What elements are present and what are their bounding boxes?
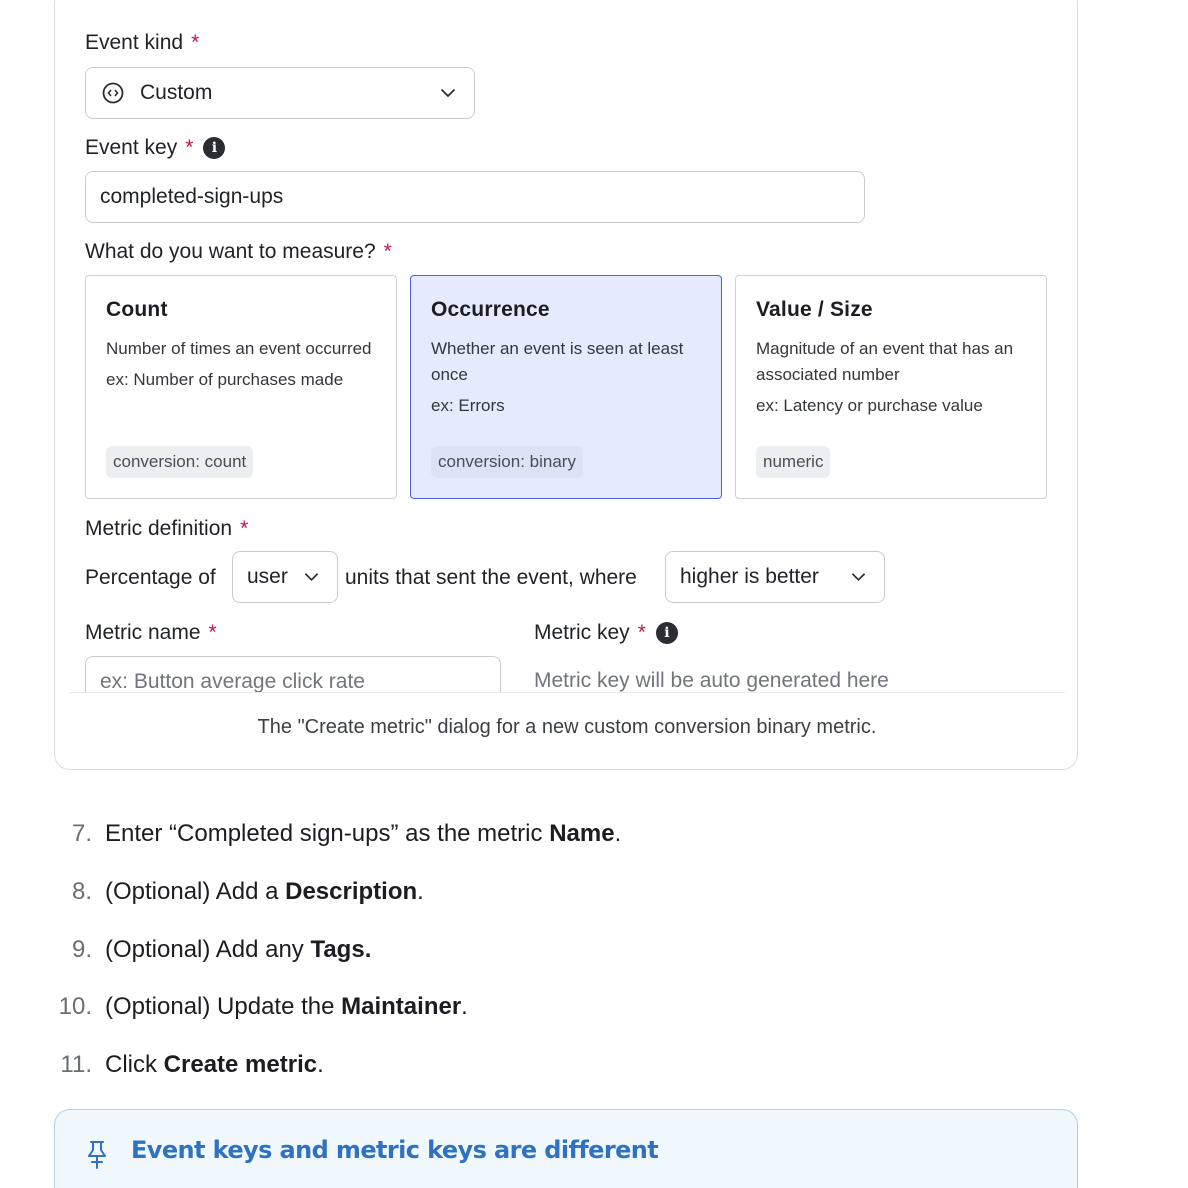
- definition-prefix: [85, 566, 216, 590]
- step-number: 7.: [71, 820, 92, 847]
- pin-icon: [85, 1140, 109, 1170]
- figure-card: [54, 0, 1078, 770]
- option-value-size-card[interactable]: [735, 275, 1047, 499]
- step-text-bold: Tags.: [310, 936, 372, 963]
- step-text: [105, 993, 468, 1021]
- custom-code-icon: [102, 82, 124, 104]
- step-number: 10.: [58, 993, 92, 1020]
- metric-definition-label-text: Metric definition: [85, 517, 233, 540]
- definition-middle-text: units that sent the event, where: [345, 566, 637, 589]
- step-text: [105, 820, 621, 848]
- measure-label-text: What do you want to measure?: [85, 240, 376, 263]
- event-key-label-text: Event key: [85, 136, 178, 159]
- step-text-bold: Name: [549, 820, 615, 847]
- option-count-card[interactable]: [85, 275, 397, 499]
- event-key-value: completed-sign-ups: [100, 185, 284, 208]
- event-kind-select[interactable]: [85, 67, 475, 119]
- unit-value: user: [247, 565, 288, 588]
- chevron-down-icon: [851, 572, 866, 582]
- required-marker: *: [383, 240, 392, 263]
- option-title: Value / Size: [756, 298, 873, 321]
- step-text-pre: Enter “Completed sign-ups” as the metric: [105, 820, 550, 847]
- figure-caption: The "Create metric" dialog for a new custom conversion binary metric.: [257, 716, 877, 738]
- callout-title: Event keys and metric keys are different: [131, 1136, 659, 1164]
- callout-box: [54, 1109, 1078, 1188]
- step-text-bold: Create metric: [163, 1051, 318, 1078]
- event-key-input[interactable]: [85, 171, 865, 223]
- definition-middle: [345, 566, 637, 590]
- step-text-post: .: [614, 820, 622, 847]
- required-marker: *: [191, 31, 200, 54]
- metric-key-placeholder: Metric key will be auto generated here: [534, 669, 889, 692]
- event-kind-label-text: Event kind: [85, 31, 184, 54]
- event-key-label: [85, 136, 225, 160]
- required-marker: *: [185, 136, 194, 159]
- step-number: 9.: [71, 936, 92, 963]
- step-text: [105, 1051, 324, 1079]
- step-text-pre: Click: [105, 1051, 164, 1078]
- option-description: Magnitude of an event that has an associated number: [756, 339, 1014, 384]
- measure-label: [85, 240, 392, 264]
- option-occurrence-card[interactable]: [410, 275, 722, 499]
- step-text-pre: (Optional) Update the: [105, 993, 342, 1020]
- option-example: ex: Errors: [431, 396, 505, 415]
- step-text-pre: (Optional) Add a: [105, 878, 286, 905]
- option-description: Number of times an event occurred: [106, 339, 372, 358]
- option-title: Count: [106, 298, 168, 321]
- event-kind-label: [85, 31, 199, 55]
- option-example: ex: Latency or purchase value: [756, 396, 983, 415]
- definition-prefix-text: Percentage of: [85, 566, 216, 589]
- step-number: 11.: [60, 1051, 92, 1078]
- chevron-down-icon: [304, 572, 319, 582]
- metric-name-placeholder: ex: Button average click rate: [100, 670, 365, 693]
- create-metric-dialog: [69, 0, 1065, 693]
- step-text-bold: Maintainer: [341, 993, 462, 1020]
- unit-select[interactable]: [232, 551, 338, 603]
- option-tag: conversion: binary: [431, 446, 583, 478]
- step-text: [105, 878, 424, 906]
- metric-name-input[interactable]: [85, 656, 501, 693]
- option-tag: conversion: count: [106, 446, 253, 478]
- direction-value: higher is better: [680, 565, 819, 588]
- step-number: 8.: [71, 878, 92, 905]
- step-text: [105, 936, 371, 964]
- info-icon[interactable]: i: [656, 622, 678, 644]
- step-text-pre: (Optional) Add any: [105, 936, 311, 963]
- metric-name-label-text: Metric name: [85, 621, 201, 644]
- required-marker: *: [637, 621, 646, 644]
- chevron-down-icon: [440, 88, 456, 98]
- metric-definition-label: [85, 517, 248, 541]
- metric-key-field: [534, 669, 889, 693]
- metric-name-label: [85, 621, 217, 645]
- step-text-post: .: [317, 1051, 324, 1078]
- event-kind-value: Custom: [140, 81, 213, 104]
- step-text-bold: Description: [285, 878, 418, 905]
- option-example: ex: Number of purchases made: [106, 370, 344, 389]
- option-tag: numeric: [756, 446, 830, 478]
- option-title: Occurrence: [431, 298, 550, 321]
- required-marker: *: [240, 517, 249, 540]
- required-marker: *: [208, 621, 217, 644]
- metric-key-label: [534, 621, 678, 645]
- metric-key-label-text: Metric key: [534, 621, 630, 644]
- info-icon[interactable]: i: [203, 137, 225, 159]
- option-description: Whether an event is seen at least once: [431, 339, 684, 384]
- direction-select[interactable]: [665, 551, 885, 603]
- step-text-post: .: [417, 878, 424, 905]
- step-text-post: .: [461, 993, 468, 1020]
